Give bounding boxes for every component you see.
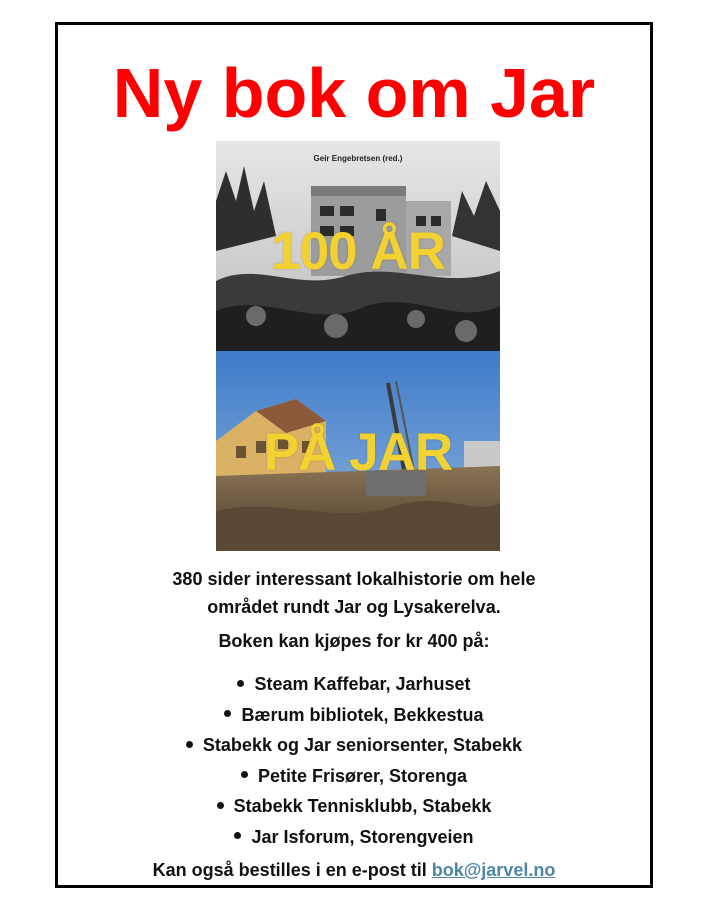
- list-item: Stabekk og Jar seniorsenter, Stabekk: [58, 730, 650, 761]
- list-item: Jar Isforum, Storengveien: [58, 822, 650, 853]
- book-description: [58, 565, 650, 621]
- description-line1: 380 sider interessant lokalhistorie om hele: [172, 569, 536, 589]
- locations-list: [58, 669, 650, 852]
- bullet-icon: [237, 680, 244, 687]
- poster: [55, 22, 653, 888]
- description-line2: området rundt Jar og Lysakerelva.: [207, 597, 501, 617]
- cover-editor: Geir Engebretsen (red.): [313, 154, 403, 163]
- bullet-icon: [241, 771, 248, 778]
- contact-text: Kan også bestilles i en e-post til: [152, 860, 427, 880]
- bullet-icon: [224, 710, 231, 717]
- email-link[interactable]: bok@jarvel.no: [431, 860, 556, 880]
- book-cover: [216, 141, 500, 551]
- list-item: Steam Kaffebar, Jarhuset: [58, 669, 650, 700]
- list-item: Petite Frisører, Storenga: [58, 761, 650, 792]
- list-item: Bærum bibliotek, Bekkestua: [58, 700, 650, 731]
- cover-title-line1: 100 ÅR: [271, 222, 445, 281]
- cover-photos: [216, 141, 500, 551]
- cover-title-line2: PÅ JAR: [263, 423, 453, 482]
- purchase-intro: Boken kan kjøpes for kr 400 på:: [218, 631, 490, 651]
- bullet-icon: [234, 832, 241, 839]
- list-item: Stabekk Tennisklubb, Stabekk: [58, 791, 650, 822]
- page-title: Ny bok om Jar: [112, 54, 596, 132]
- bullet-icon: [186, 741, 193, 748]
- contact-line: [58, 857, 650, 883]
- bullet-icon: [217, 802, 224, 809]
